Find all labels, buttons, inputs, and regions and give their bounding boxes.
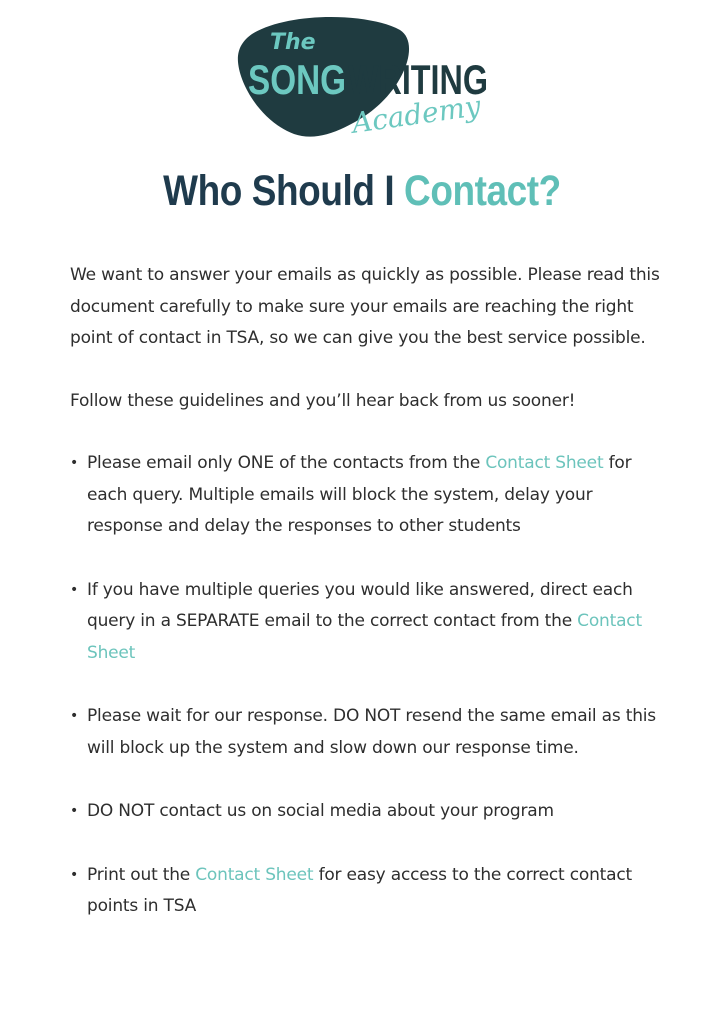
contact-sheet-link[interactable]: Contact Sheet [485, 453, 604, 473]
guideline-item [70, 448, 670, 543]
bullet-icon: • [70, 708, 79, 724]
intro-paragraph: We want to answer your emails as quickly as possible. Please read this document carefully to make sure your emails are reaching the right point of contact in TSA, so we can give you the best service possible. [70, 265, 660, 348]
page-title [51, 163, 674, 219]
guideline-text-after: for easy access to the correct contact points in TSA [87, 864, 632, 916]
logo-the: The [270, 30, 316, 55]
guideline-text: If you have multiple queries you would like answered, direct each query in a SEPARATE email to the correct contact from the [87, 579, 633, 631]
document-body [70, 260, 670, 955]
contact-sheet-link[interactable]: Contact Sheet [195, 864, 314, 885]
title-part-1: Who Should I [163, 167, 405, 215]
bullet-icon: • [70, 581, 79, 598]
guideline-item [70, 796, 670, 828]
logo-academy: Academy [349, 89, 483, 140]
bullet-icon: • [70, 803, 79, 819]
logo-song: SONG [248, 56, 346, 103]
guideline-item [70, 701, 670, 764]
contact-sheet-link[interactable]: Contact Sheet [87, 611, 642, 663]
follow-paragraph: Follow these guidelines and you’ll hear back from us sooner! [70, 390, 576, 411]
guideline-text: DO NOT contact us on social media about your program [87, 801, 554, 821]
guideline-text-after: for each query. Multiple emails will block the system, delay your response and delay the responses to other students [87, 453, 632, 536]
logo-writing: WRITING [348, 56, 488, 103]
bullet-icon: • [70, 455, 79, 471]
bullet-icon: • [70, 866, 79, 883]
guideline-text: Please wait for our response. DO NOT resend the same email as this will block up the system and slow down our response time. [87, 706, 656, 758]
guideline-text: Please email only ONE of the contacts from the [87, 453, 486, 473]
title-part-2: Contact? [404, 167, 561, 215]
guideline-text: Print out the [87, 864, 196, 885]
songwriting-academy-logo [232, 14, 494, 142]
guideline-item [70, 575, 670, 670]
guideline-item [70, 860, 670, 923]
guidelines-list [70, 448, 670, 923]
